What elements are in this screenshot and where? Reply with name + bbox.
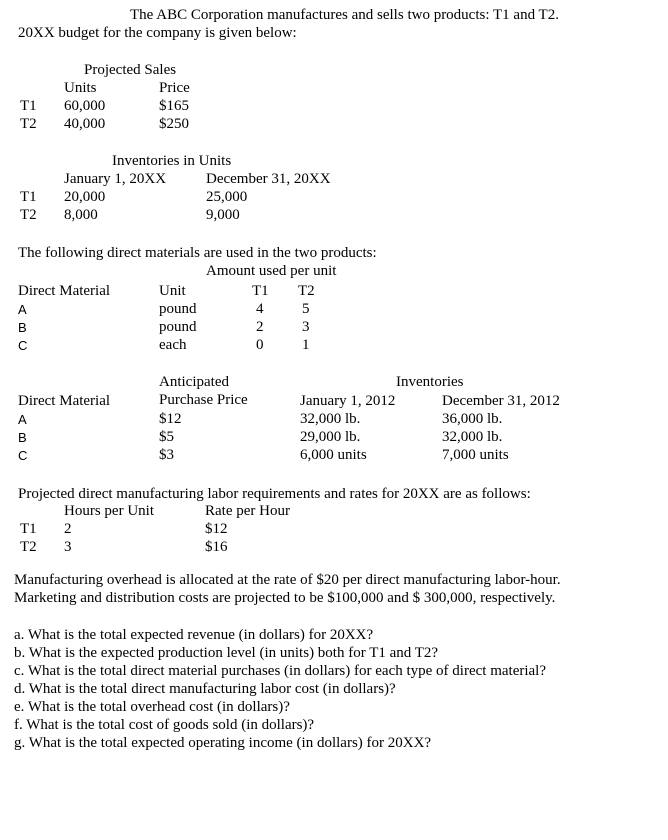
materials-row-material: B (18, 320, 27, 335)
sales-row-units: 60,000 (64, 98, 106, 114)
labor-row-hours: 2 (64, 521, 72, 537)
question-f: f. What is the total cost of goods sold (in dollars)? (14, 717, 315, 733)
prices-row-dec: 36,000 lb. (442, 411, 503, 427)
overhead-line-2: Marketing and distribution costs are projected to be $100,000 and $ 300,000, respectively. (14, 590, 556, 606)
inventories-row-jan: 8,000 (64, 207, 98, 223)
sales-col-price: Price (159, 80, 190, 96)
materials-row-t2: 1 (302, 337, 310, 353)
materials-row-unit: pound (159, 319, 197, 335)
question-a: a. What is the total expected revenue (in dollars) for 20XX? (14, 627, 374, 643)
labor-row-product: T1 (20, 521, 37, 537)
sales-row-units: 40,000 (64, 116, 106, 132)
question-e: e. What is the total overhead cost (in dollars)? (14, 699, 290, 715)
prices-row-price: $5 (159, 429, 174, 445)
overhead-line-1: Manufacturing overhead is allocated at the rate of $20 per direct manufacturing labor-hour. (14, 572, 561, 588)
materials-col-unit: Unit (159, 283, 186, 299)
inventories-title: Inventories in Units (112, 153, 232, 169)
labor-intro: Projected direct manufacturing labor requirements and rates for 20XX are as follows: (18, 486, 531, 502)
labor-col-hours: Hours per Unit (64, 503, 154, 519)
materials-amount-header: Amount used per unit (206, 263, 337, 279)
sales-col-units: Units (64, 80, 97, 96)
materials-row-t1: 4 (256, 301, 264, 317)
materials-col-material: Direct Material (18, 283, 111, 299)
prices-col-material: Direct Material (18, 393, 111, 409)
inventories-col-dec: December 31, 20XX (206, 171, 331, 187)
materials-row-t2: 3 (302, 319, 310, 335)
labor-row-rate: $16 (205, 539, 228, 555)
labor-row-rate: $12 (205, 521, 228, 537)
question-b: b. What is the expected production level (in units) both for T1 and T2? (14, 645, 439, 661)
materials-col-t2: T2 (298, 283, 315, 299)
labor-col-rate: Rate per Hour (205, 503, 290, 519)
prices-col-jan: January 1, 2012 (300, 393, 396, 409)
sales-row-product: T2 (20, 116, 37, 132)
sales-row-product: T1 (20, 98, 37, 114)
prices-row-material: B (18, 430, 27, 445)
prices-row-jan: 32,000 lb. (300, 411, 361, 427)
materials-intro: The following direct materials are used in the two products: (18, 245, 377, 261)
prices-row-material: A (18, 412, 27, 427)
question-c: c. What is the total direct material purchases (in dollars) for each type of direct material? (14, 663, 546, 679)
sales-row-price: $165 (159, 98, 189, 114)
prices-col-price-line1: Anticipated (159, 374, 229, 390)
prices-row-jan: 6,000 units (300, 447, 367, 463)
prices-row-dec: 7,000 units (442, 447, 509, 463)
materials-row-material: A (18, 302, 27, 317)
inventories-row-product: T1 (20, 189, 37, 205)
materials-row-t1: 2 (256, 319, 264, 335)
intro-line-1: The ABC Corporation manufactures and sells two products: T1 and T2. (130, 7, 559, 23)
materials-row-unit: pound (159, 301, 197, 317)
inventories-row-product: T2 (20, 207, 37, 223)
prices-row-price: $12 (159, 411, 182, 427)
prices-row-material: C (18, 448, 28, 463)
materials-row-t2: 5 (302, 301, 310, 317)
prices-col-price-line2: Purchase Price (159, 392, 248, 408)
materials-col-t1: T1 (252, 283, 269, 299)
prices-col-dec: December 31, 2012 (442, 393, 560, 409)
prices-row-price: $3 (159, 447, 174, 463)
prices-row-jan: 29,000 lb. (300, 429, 361, 445)
inventories-row-dec: 9,000 (206, 207, 240, 223)
sales-title: Projected Sales (84, 62, 177, 78)
prices-row-dec: 32,000 lb. (442, 429, 503, 445)
inventories-row-jan: 20,000 (64, 189, 106, 205)
intro-line-2: 20XX budget for the company is given below: (18, 25, 297, 41)
inventories-row-dec: 25,000 (206, 189, 248, 205)
inventories-col-jan: January 1, 20XX (64, 171, 167, 187)
question-g: g. What is the total expected operating income (in dollars) for 20XX? (14, 735, 432, 751)
materials-row-t1: 0 (256, 337, 264, 353)
materials-row-material: C (18, 338, 28, 353)
question-d: d. What is the total direct manufacturing labor cost (in dollars)? (14, 681, 396, 697)
materials-row-unit: each (159, 337, 187, 353)
sales-row-price: $250 (159, 116, 189, 132)
labor-row-product: T2 (20, 539, 37, 555)
prices-inventories-header: Inventories (396, 374, 464, 390)
labor-row-hours: 3 (64, 539, 72, 555)
